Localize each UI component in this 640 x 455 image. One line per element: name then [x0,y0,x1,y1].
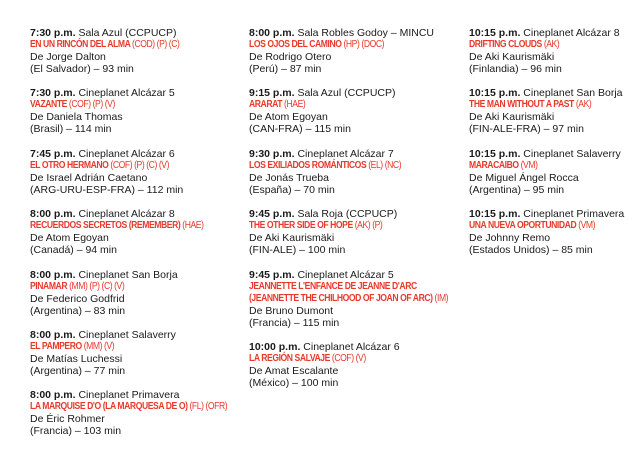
screening-venue: Cineplanet San Borja [78,268,178,281]
film-info: (México) – 100 min [249,376,339,389]
film-title [30,99,214,111]
film-director: De Aki Kaurismäki [249,232,335,245]
film-title-text: LA REGIÓN SALVAJE [249,352,330,364]
screening-entry [469,27,637,75]
film-tags: (FL) (OFR) [189,401,228,413]
film-tags: (MM) (V) [83,340,115,352]
film-title-text: EL OTRO HERMANO [30,159,109,171]
screening-time: 9:45 p.m. [249,208,295,221]
screening-entry [30,148,244,196]
time-venue-line [469,148,637,160]
time-venue-line [249,148,463,160]
screening-entry [249,27,463,75]
film-title-text: PINAMAR [30,280,68,292]
film-title [469,160,613,172]
film-title [30,220,214,232]
film-title [30,401,228,413]
film-title-text: RECUERDOS SECRETOS (REMEMBER) [30,220,181,232]
screening-entry [30,208,244,256]
film-info: (Argentina) – 77 min [30,364,126,377]
film-tags: (COF) (P) (C) (V) [110,159,170,171]
film-director: De Bruno Dumont [249,304,334,317]
film-title-text: DRIFTING CLOUDS [469,39,542,50]
film-director: De Matías Luchessi [30,352,123,365]
time-venue-line [30,329,244,341]
film-title-text: LOS OJOS DEL CAMINO [249,39,342,50]
time-venue-line [469,27,637,39]
film-info: (Francia) – 103 min [30,425,122,438]
screening-time: 8:00 p.m. [249,27,295,39]
film-info: (ARG-URU-ESP-FRA) – 112 min [30,183,184,196]
time-venue-line [30,27,244,39]
film-director: De Israel Adrián Caetano [30,171,148,184]
film-title-text: JEANNETTE L'ENFANCE DE JEANNE D'ARC (JEANNETTE THE CHILHOOD OF JOAN OF ARC) [249,280,433,304]
film-tags: (AK) [575,99,592,111]
screening-entry [30,269,244,317]
film-tags: (IM) [434,292,449,304]
screening-venue: Sala Roja (CCPUCP) [297,208,398,221]
screening-entry [469,208,637,256]
film-title [469,99,613,111]
screening-time: 9:15 p.m. [249,87,295,100]
screening-time: 10:15 p.m. [469,27,521,39]
film-info: (Finlandia) – 96 min [469,63,562,75]
screening-venue: Cineplanet Primavera [523,208,625,221]
time-venue-line [30,148,244,160]
screening-entry [249,208,463,256]
film-director: De Daniela Thomas [30,111,123,124]
film-info: (Canadá) – 94 min [30,244,117,257]
schedule-column-3 [469,27,637,269]
film-info: (Estados Unidos) – 85 min [469,244,593,257]
screening-venue: Cineplanet Salaverry [78,328,176,341]
screening-venue: Cineplanet Alcázar 8 [523,27,620,39]
film-director: De Rodrigo Otero [249,51,332,63]
screening-venue: Cineplanet Salaverry [523,147,621,160]
film-title-text: LA MARQUISE D'O (LA MARQUESA DE O) [30,401,188,413]
film-tags: (MM) (P) (C) (V) [69,280,125,292]
film-director: De Atom Egoyan [30,232,109,245]
screening-venue: Cineplanet Alcázar 5 [78,87,175,100]
film-director: De Aki Kaurismäki [469,111,555,124]
film-title [249,220,433,232]
screening-venue: Cineplanet Alcázar 6 [303,340,400,353]
screening-entry [30,27,244,75]
film-info: (FIN-ALE-FRA) – 97 min [469,123,584,136]
film-tags: (COD) (P) (C) [132,39,180,50]
film-tags: (AK) (P) [354,220,383,232]
screening-time: 7:45 p.m. [30,147,76,160]
screening-time: 7:30 p.m. [30,27,76,39]
screening-time: 10:00 p.m. [249,340,301,353]
film-info: (FIN-ALE) – 100 min [249,244,346,257]
film-title [249,160,433,172]
screening-time: 10:15 p.m. [469,147,521,160]
film-director: De Éric Rohmer [30,413,105,426]
film-title [469,220,613,232]
film-title-text: MARACAIBO [469,159,519,171]
screening-venue: Cineplanet Primavera [78,389,180,402]
time-venue-line [30,87,244,99]
film-director: De Amat Escalante [249,364,339,377]
film-title-text: EL PAMPERO [30,340,82,352]
film-tags: (VM) [578,220,596,232]
film-title-text: VAZANTE [30,99,67,111]
screening-entry [249,341,463,389]
time-venue-line [30,269,244,281]
film-title [249,281,452,305]
film-tags: (AK) [543,39,560,50]
screening-entry [249,87,463,135]
film-title [249,39,433,51]
film-info: (Perú) – 87 min [249,63,322,75]
time-venue-line [249,87,463,99]
film-tags: (COF) (P) (V) [68,99,115,111]
film-director: De Federico Godfrid [30,292,125,305]
time-venue-line [249,341,463,353]
screening-time: 8:00 p.m. [30,268,76,281]
film-info: (Argentina) – 95 min [469,183,565,196]
film-tags: (COF) (V) [331,352,366,364]
time-venue-line [249,269,463,281]
screening-time: 10:15 p.m. [469,87,521,100]
screening-venue: Cineplanet Alcázar 5 [297,268,394,281]
film-info: (Brasil) – 114 min [30,123,112,136]
screening-time: 8:00 p.m. [30,328,76,341]
film-info: (Argentina) – 83 min [30,304,126,317]
screening-time: 7:30 p.m. [30,87,76,100]
film-director: De Atom Egoyan [249,111,328,124]
film-title-text: UNA NUEVA OPORTUNIDAD [469,220,577,232]
film-director: De Aki Kaurismäki [469,51,555,63]
film-tags: (HAE) [284,99,306,111]
screening-entry [469,148,637,196]
film-title-text: LOS EXILIADOS ROMÁNTICOS [249,159,367,171]
film-info: (El Salvador) – 93 min [30,63,134,75]
film-title-text: THE MAN WITHOUT A PAST [469,99,574,111]
screening-entry [249,269,463,329]
screening-venue: Cineplanet Alcázar 7 [297,147,394,160]
film-director: De Johnny Remo [469,232,551,245]
film-title [30,341,214,353]
film-title [30,160,214,172]
screening-entry [30,389,244,437]
film-title [249,99,433,111]
film-title [30,281,214,293]
film-director: De Miguel Ángel Rocca [469,171,579,184]
screening-time: 9:45 p.m. [249,268,295,281]
film-info: (España) – 70 min [249,183,335,196]
film-tags: (EL) (NC) [368,159,402,171]
screening-entry [30,87,244,135]
time-venue-line [30,208,244,220]
schedule-column-1 [30,27,244,450]
screening-venue: Cineplanet Alcázar 6 [78,147,175,160]
film-title [249,353,433,365]
film-tags: (HP) (DOC) [343,39,385,50]
screening-time: 8:00 p.m. [30,389,76,402]
screening-entry [469,87,637,135]
film-title-text: THE OTHER SIDE OF HOPE [249,220,353,232]
film-title-text: ARARAT [249,99,283,111]
screening-venue: Cineplanet San Borja [523,87,623,100]
film-title [469,39,613,51]
film-title-text: EN UN RINCÓN DEL ALMA [30,39,131,50]
screening-entry [249,148,463,196]
time-venue-line [30,389,244,401]
screening-venue: Sala Robles Godoy – MINCU [297,27,435,39]
film-director: De Jorge Dalton [30,51,106,63]
film-title [30,39,214,51]
time-venue-line [249,208,463,220]
film-director: De Jonás Trueba [249,171,329,184]
schedule-column-2 [249,27,463,401]
screening-venue: Sala Azul (CCPUCP) [78,27,177,39]
time-venue-line [469,208,637,220]
film-info: (CAN-FRA) – 115 min [249,123,351,136]
screening-time: 8:00 p.m. [30,208,76,221]
screening-entry [30,329,244,377]
time-venue-line [249,27,463,39]
screening-time: 10:15 p.m. [469,208,521,221]
screening-time: 9:30 p.m. [249,147,295,160]
screening-venue: Sala Azul (CCPUCP) [297,87,396,100]
film-tags: (HAE) [182,220,204,232]
film-tags: (VM) [520,159,538,171]
film-info: (Francia) – 115 min [249,316,340,329]
screening-venue: Cineplanet Alcázar 8 [78,208,175,221]
time-venue-line [469,87,637,99]
